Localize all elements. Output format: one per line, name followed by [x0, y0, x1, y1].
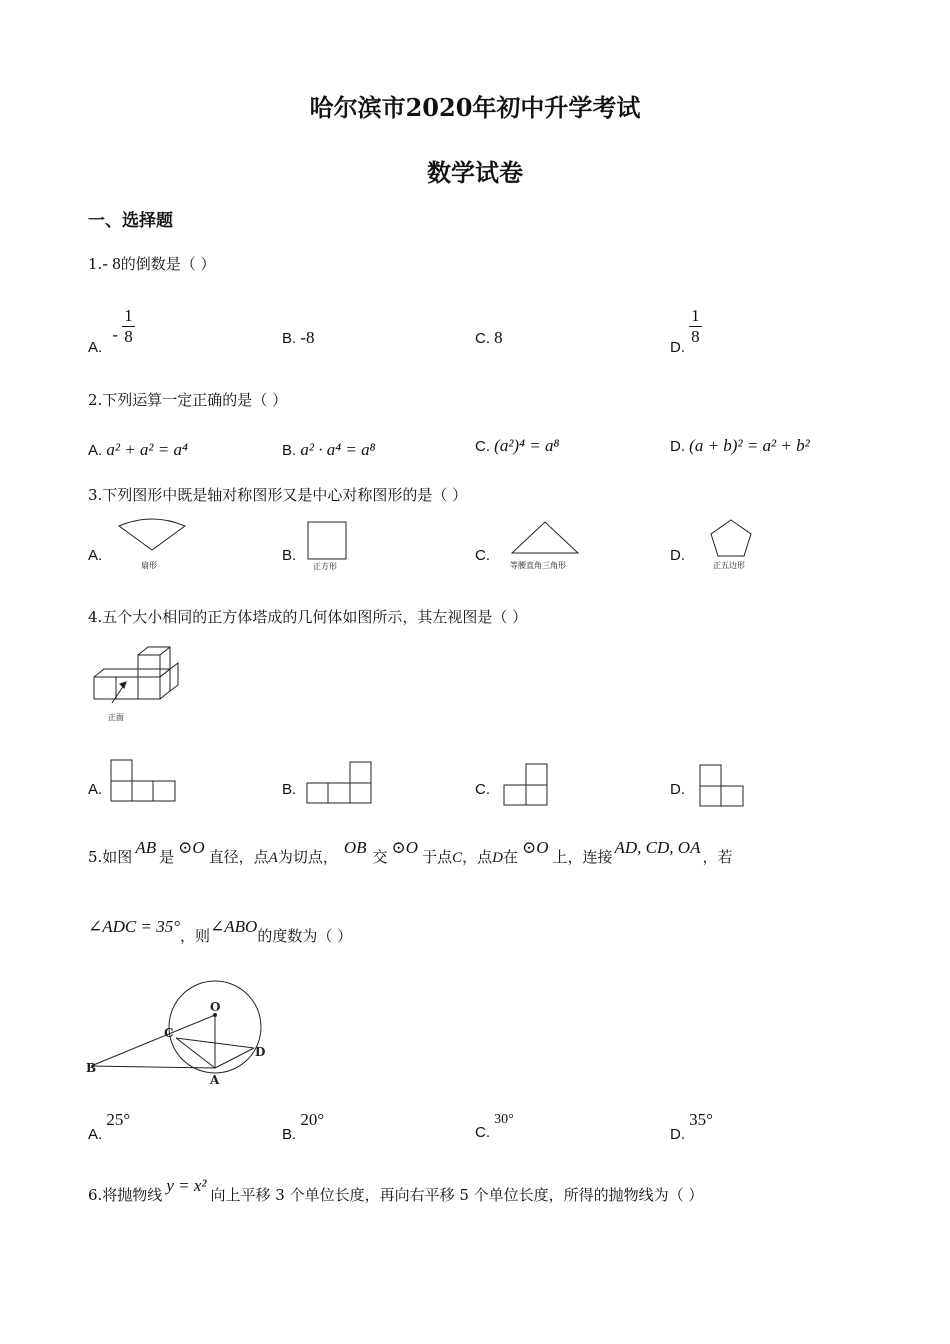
q3-a-caption: 扇形	[141, 561, 157, 570]
q2-stem: 2.下列运算一定正确的是（ ）	[88, 391, 288, 409]
q2-option-d[interactable]: D. (a + b)² = a² + b²	[670, 436, 810, 455]
sector-figure	[117, 518, 187, 554]
q5-stem-line2: ∠ADC = 35°，则∠ABO的度数为（ ）	[88, 917, 353, 945]
q4-view-c	[503, 763, 551, 807]
q4-option-c[interactable]: C.	[475, 781, 490, 798]
q1-option-c[interactable]: C. 8	[475, 328, 503, 347]
q1-d-fraction: $\frac{1}{8}$	[691, 306, 700, 346]
q4-view-d	[699, 764, 747, 808]
q4-option-b[interactable]: B.	[282, 781, 297, 798]
cube-stack-figure	[90, 643, 190, 713]
q5-option-d[interactable]: D. 35°	[670, 1110, 713, 1143]
exam-title: 哈尔滨市2020年初中升学考试	[309, 93, 641, 122]
q3-option-c[interactable]: C.	[475, 547, 490, 564]
circle-tangent-figure	[84, 978, 284, 1090]
q2-option-a[interactable]: A. a² + a² = a⁴	[88, 440, 188, 459]
exam-subtitle: 数学试卷	[427, 158, 523, 187]
q3-b-caption: 正方形	[313, 562, 337, 571]
q1-option-d[interactable]: D. $\frac{1}{8}$	[670, 306, 700, 357]
label-o: O	[210, 1000, 221, 1014]
q5-option-c[interactable]: C. 30°	[475, 1112, 514, 1141]
q2-option-c[interactable]: C. (a²)⁴ = a⁸	[475, 436, 560, 455]
q6-stem: 6.将抛物线 y = x² 向上平移 3 个单位长度，再向右平移 5 个单位长度，所得的抛物线为（ ）	[88, 1176, 704, 1204]
label-b: B	[86, 1061, 97, 1075]
label-a: A	[210, 1073, 220, 1087]
q1-option-a[interactable]: A. - $\frac{1}{8}$	[88, 306, 133, 357]
q3-stem: 3.下列图形中既是轴对称图形又是中心对称图形的是（ ）	[88, 486, 468, 504]
label-c: C	[164, 1026, 174, 1040]
q4-option-d[interactable]: D.	[670, 781, 685, 798]
q3-option-d[interactable]: D.	[670, 547, 685, 564]
q1-stem: 1.- 8的倒数是（ ）	[88, 254, 216, 273]
q1-a-fraction: $\frac{1}{8}$	[124, 306, 133, 346]
label-d: D	[255, 1045, 266, 1059]
q2-option-b[interactable]: B. a² · a⁴ = a⁸	[282, 440, 376, 459]
q4-view-a	[110, 759, 178, 803]
q3-option-a[interactable]: A.	[88, 547, 103, 564]
pentagon-figure	[710, 519, 754, 559]
q4-figure-caption: 正面	[108, 713, 124, 722]
q3-c-caption: 等腰直角三角形	[510, 561, 566, 570]
q5-option-b[interactable]: B. 20°	[282, 1110, 325, 1143]
segment-ba	[91, 1066, 215, 1068]
q5-option-a[interactable]: A. 25°	[88, 1110, 131, 1143]
q4-option-a[interactable]: A.	[88, 781, 103, 798]
section-heading: 一、选择题	[88, 211, 173, 231]
q3-option-b[interactable]: B.	[282, 547, 297, 564]
q1-option-b[interactable]: B. -8	[282, 328, 315, 347]
q4-view-b	[306, 761, 374, 805]
q3-d-caption: 正五边形	[713, 561, 745, 570]
q5-stem-line1: 5.如图 AB 是 ⊙O 直径，点A为切点， OB 交 ⊙O 于点C，点D在 ⊙O 上，连接 AD, CD, OA ，若	[88, 838, 733, 866]
square-figure	[307, 521, 347, 561]
q4-stem: 4.五个大小相同的正方体塔成的几何体如图所示，其左视图是（ ）	[88, 608, 528, 626]
isosceles-right-triangle-figure	[511, 520, 581, 556]
segment-ad	[215, 1048, 254, 1068]
